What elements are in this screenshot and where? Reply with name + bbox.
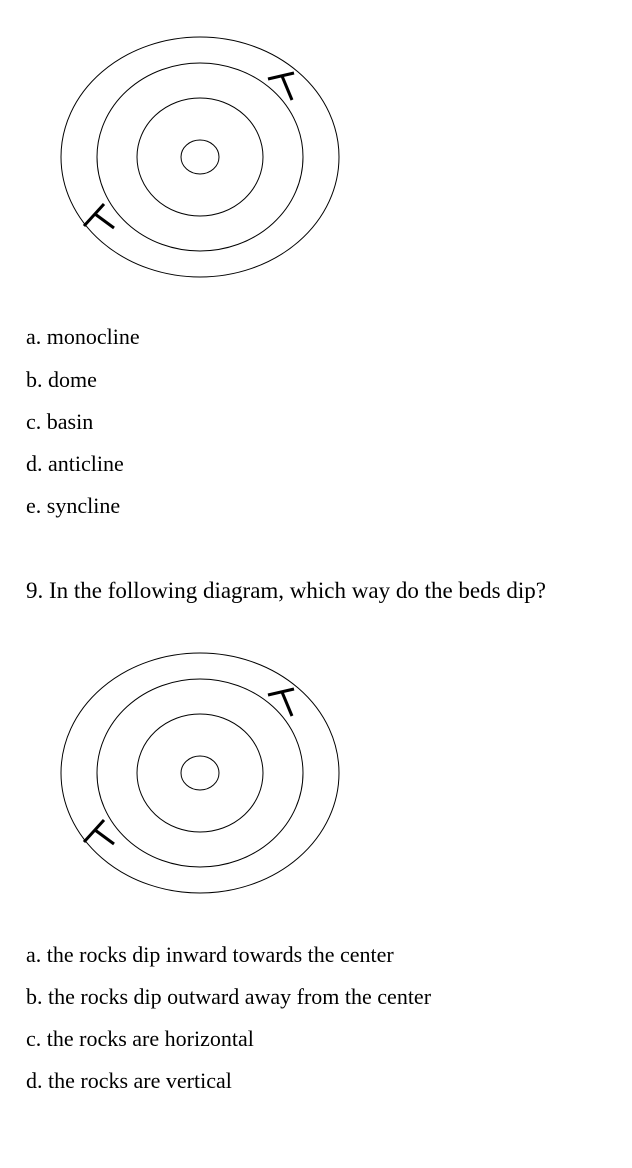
concentric-beds-diagram <box>58 648 342 904</box>
q8-option-b: b. dome <box>26 367 97 392</box>
q9-option-b: b. the rocks dip outward away from the center <box>26 984 432 1009</box>
inner-bed-contour <box>137 714 263 832</box>
core-bed-contour <box>181 140 219 174</box>
q8-option-e: e. syncline <box>26 493 121 518</box>
q8-option-d: d. anticline <box>26 451 124 476</box>
core-bed-contour <box>181 756 219 790</box>
q9-prompt: 9. In the following diagram, which way do the beds dip? <box>26 578 546 603</box>
q9-option-d: d. the rocks are vertical <box>26 1068 232 1093</box>
middle-bed-contour <box>97 679 303 867</box>
concentric-beds-diagram <box>58 32 342 288</box>
q8-option-c: c. basin <box>26 409 94 434</box>
inner-bed-contour <box>137 98 263 216</box>
q8-option-a: a. monocline <box>26 324 140 349</box>
strike-dip-symbol-upper-right <box>268 689 294 716</box>
outer-bed-contour <box>61 653 339 893</box>
strike-dip-symbol-lower-left <box>84 204 114 228</box>
fold-map-diagram-1 <box>58 32 342 288</box>
fold-map-diagram-2 <box>58 648 342 904</box>
strike-dip-symbol-lower-left <box>84 820 114 844</box>
q9-option-a: a. the rocks dip inward towards the center <box>26 942 394 967</box>
middle-bed-contour <box>97 63 303 251</box>
q9-option-c: c. the rocks are horizontal <box>26 1026 254 1051</box>
outer-bed-contour <box>61 37 339 277</box>
strike-dip-symbol-upper-right <box>268 73 294 100</box>
